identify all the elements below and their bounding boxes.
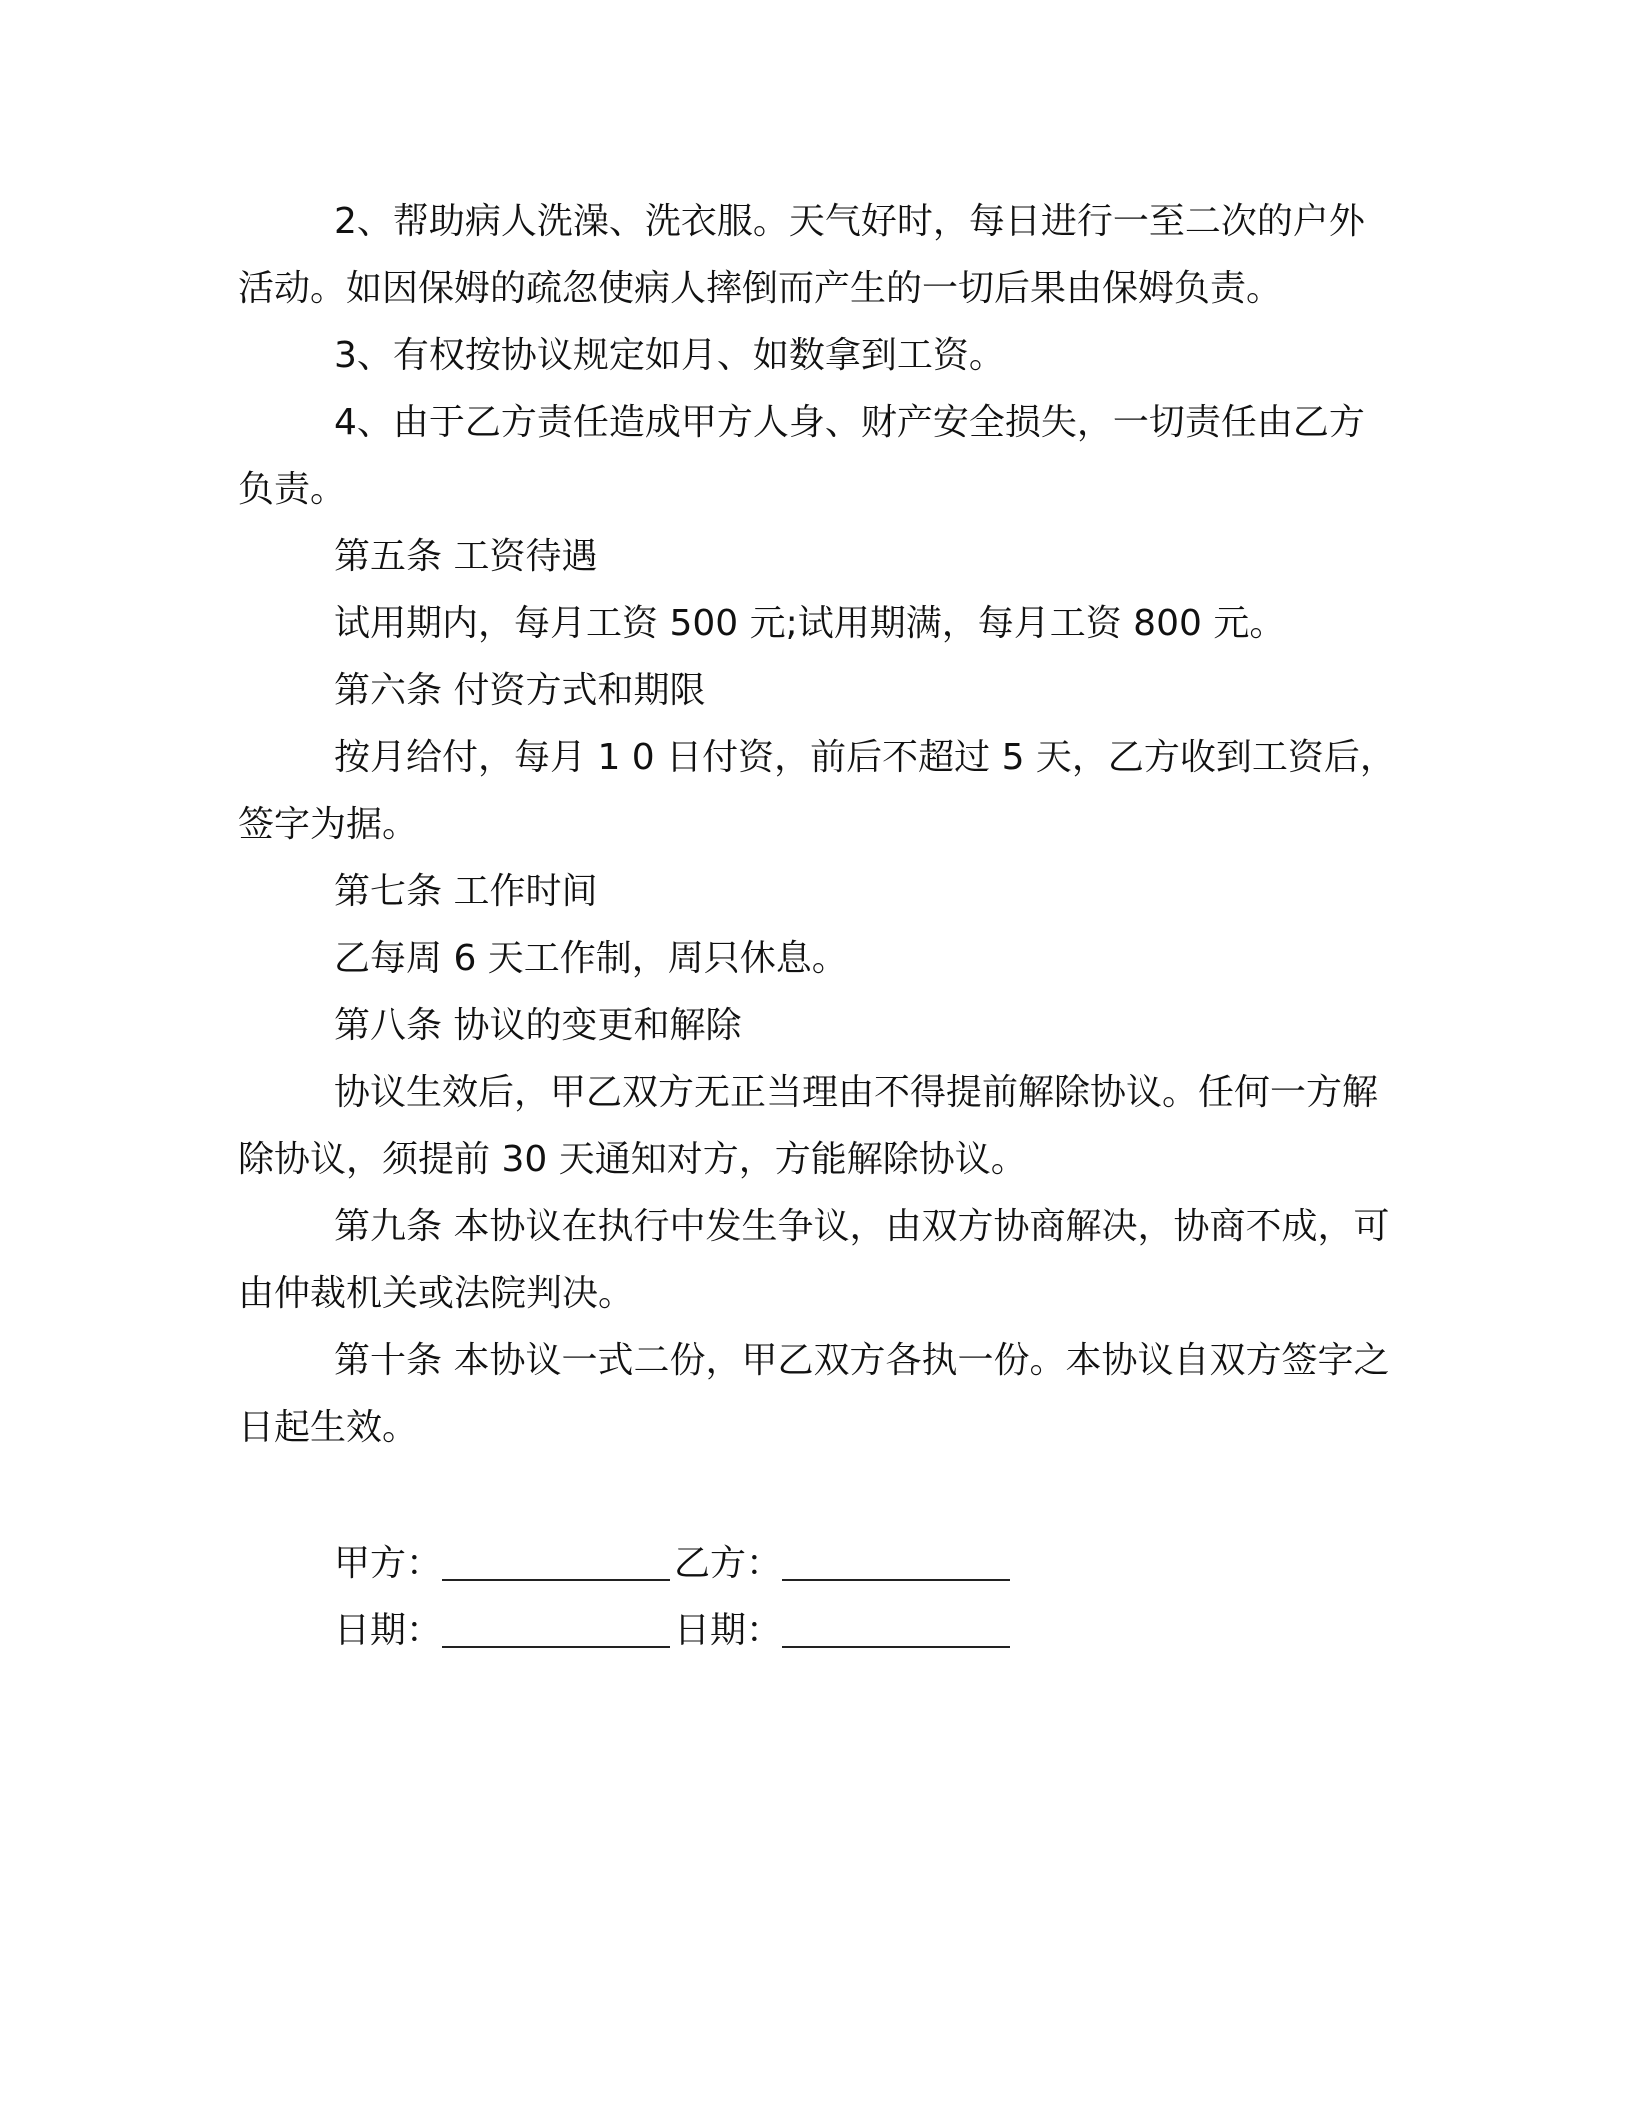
party-b-label: 乙方：: [674, 1543, 783, 1584]
article-8-heading: 第八条 协议的变更和解除: [334, 1005, 742, 1046]
signature-row-dates: [334, 1597, 1234, 1664]
paragraph-item-3: 3、有权按协议规定如月、如数拿到工资。: [334, 335, 1005, 376]
paragraph-item-2: 2、帮助病人洗澡、洗衣服。天气好时，每日进行一至二次的户外活动。如因保姆的疏忽使病人摔倒而产生的一切后果由保姆负责。: [238, 201, 1365, 309]
party-a-label: 甲方：: [334, 1543, 443, 1584]
party-a-signature-line[interactable]: [442, 1545, 670, 1581]
article-10-body: 第十条 本协议一式二份，甲乙双方各执一份。本协议自双方签字之日起生效。: [238, 1340, 1390, 1448]
date-a-line[interactable]: [442, 1612, 670, 1648]
date-a-label: 日期：: [334, 1610, 443, 1651]
date-b-line[interactable]: [782, 1612, 1010, 1648]
article-7-body: 乙每周 6 天工作制，周只休息。: [334, 938, 848, 979]
document-body: [238, 188, 1398, 1461]
article-5-heading: 第五条 工资待遇: [334, 536, 598, 577]
article-5-body: 试用期内，每月工资 500 元;试用期满，每月工资 800 元。: [334, 603, 1286, 644]
article-7-heading: 第七条 工作时间: [334, 871, 598, 912]
paragraph-item-4: 4、由于乙方责任造成甲方人身、财产安全损失，一切责任由乙方负责。: [238, 402, 1365, 510]
article-9-body: 第九条 本协议在执行中发生争议，由双方协商解决，协商不成，可由仲裁机关或法院判决。: [238, 1206, 1390, 1314]
party-b-signature-line[interactable]: [782, 1545, 1010, 1581]
article-8-body: 协议生效后，甲乙双方无正当理由不得提前解除协议。任何一方解除协议，须提前 30 天通知对方，方能解除协议。: [238, 1072, 1379, 1180]
date-b-label: 日期：: [674, 1610, 783, 1651]
article-6-heading: 第六条 付资方式和期限: [334, 670, 706, 711]
article-6-body: 按月给付，每月 1 0 日付资，前后不超过 5 天，乙方收到工资后，签字为据。: [238, 737, 1396, 845]
signature-row-parties: [334, 1530, 1234, 1597]
signature-block: [334, 1530, 1234, 1664]
